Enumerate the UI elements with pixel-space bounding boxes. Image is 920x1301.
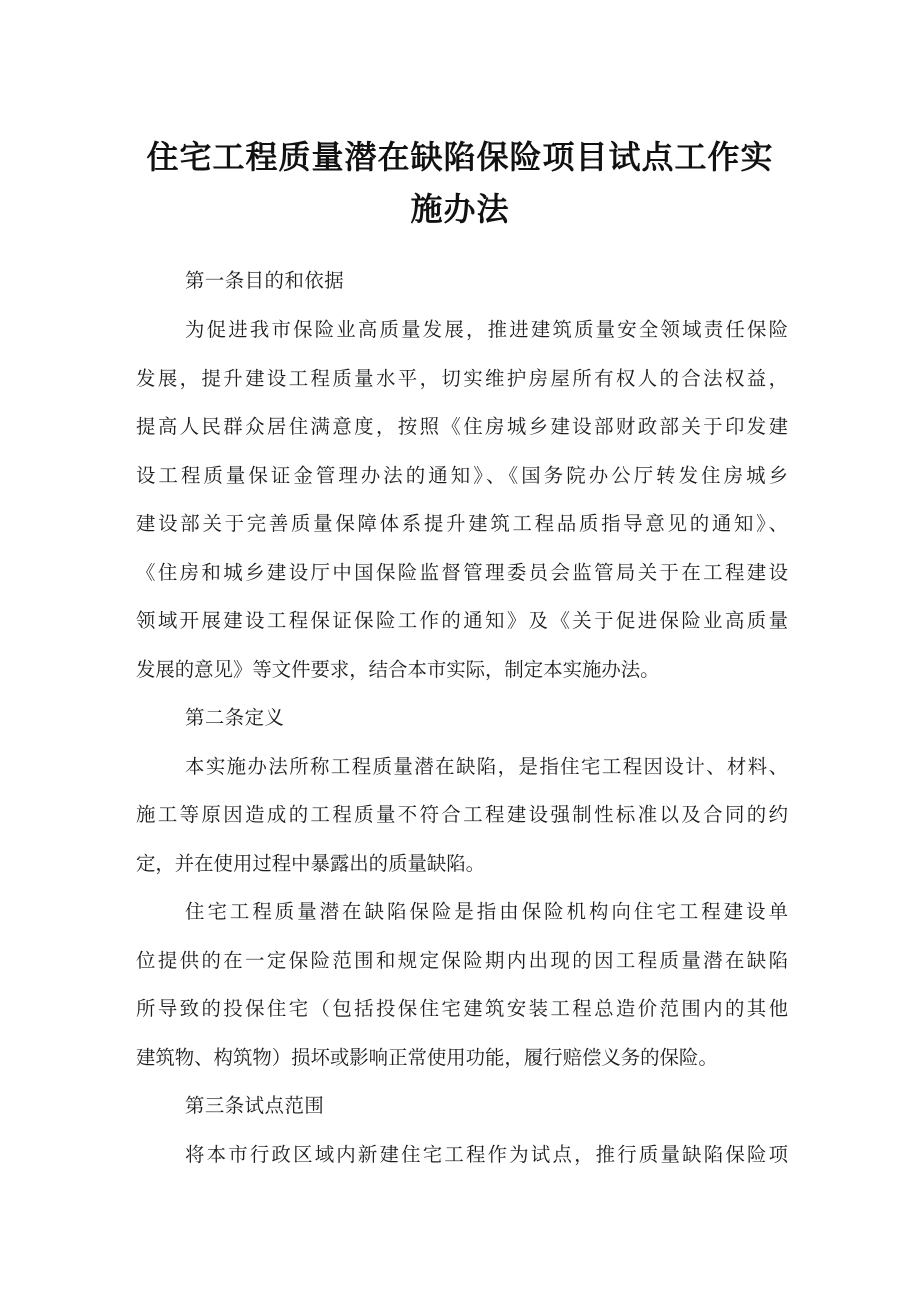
paragraph-line: 发展的意见》等文件要求，结合本市实际，制定本实施办法。 <box>136 658 660 681</box>
document-title-line-1: 住宅工程质量潜在缺陷保险项目试点工作实 <box>146 138 774 176</box>
paragraph-line: 《住房和城乡建设厅中国保险监督管理委员会监管局关于在工程建设 <box>136 561 788 584</box>
section-heading-purpose: 第一条目的和依据 <box>185 269 345 292</box>
paragraph-line: 发展，提升建设工程质量水平，切实维护房屋所有权人的合法权益， <box>136 367 788 390</box>
paragraph-line: 住宅工程质量潜在缺陷保险是指由保险机构向住宅工程建设单 <box>185 900 788 923</box>
paragraph-line: 建设部关于完善质量保障体系提升建筑工程品质指导意见的通知》、 <box>136 512 788 535</box>
section-heading-scope: 第三条试点范围 <box>185 1094 325 1117</box>
document-title-line-2: 施办法 <box>410 190 510 228</box>
paragraph-line: 为促进我市保险业高质量发展，推进建筑质量安全领域责任保险 <box>185 318 788 341</box>
paragraph-line: 所导致的投保住宅（包括投保住宅建筑安装工程总造价范围内的其他 <box>136 997 788 1020</box>
paragraph-line: 领域开展建设工程保证保险工作的通知》及《关于促进保险业高质量 <box>136 609 788 632</box>
paragraph-line: 将本市行政区域内新建住宅工程作为试点，推行质量缺陷保险项 <box>185 1143 788 1166</box>
paragraph-line: 本实施办法所称工程质量潜在缺陷，是指住宅工程因设计、材料、 <box>185 755 788 778</box>
paragraph-line: 建筑物、构筑物）损坏或影响正常使用功能，履行赔偿义务的保险。 <box>136 1046 718 1069</box>
paragraph-line: 施工等原因造成的工程质量不符合工程建设强制性标准以及合同的约 <box>136 803 788 826</box>
paragraph-line: 提高人民群众居住满意度，按照《住房城乡建设部财政部关于印发建 <box>136 415 788 438</box>
section-heading-definition: 第二条定义 <box>185 706 285 729</box>
paragraph-line: 设工程质量保证金管理办法的通知》、《国务院办公厅转发住房城乡 <box>136 464 788 487</box>
paragraph-line: 定，并在使用过程中暴露出的质量缺陷。 <box>136 852 486 875</box>
paragraph-line: 位提供的在一定保险范围和规定保险期内出现的因工程质量潜在缺陷 <box>136 949 788 972</box>
